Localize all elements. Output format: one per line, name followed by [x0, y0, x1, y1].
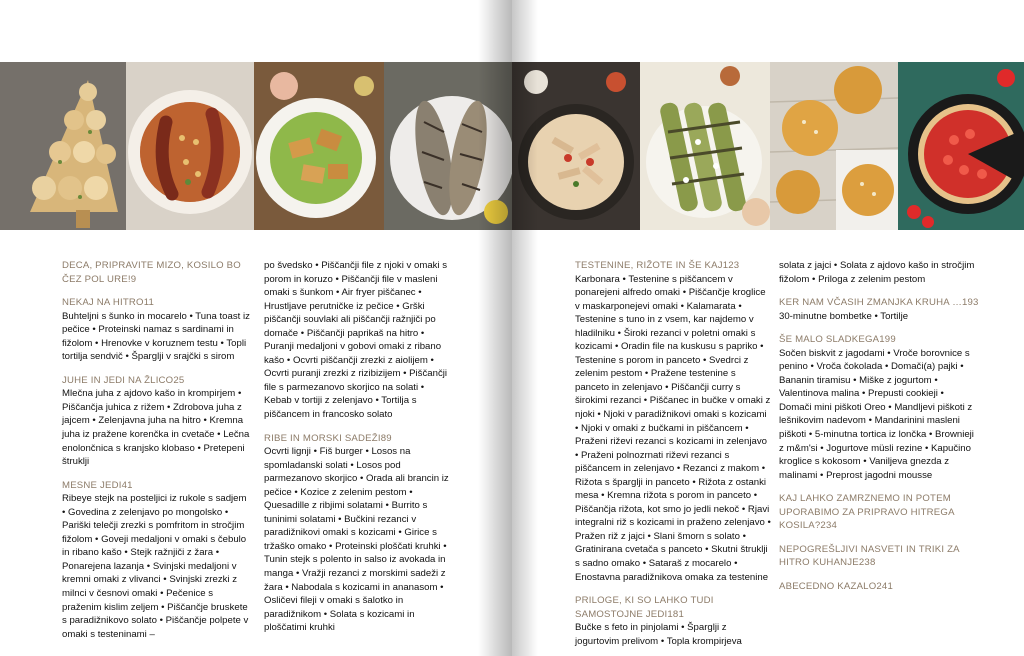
toc-section	[779, 296, 979, 323]
left-photo-strip	[0, 62, 512, 230]
right-column-2	[779, 259, 979, 603]
toc-section	[62, 374, 252, 469]
toc-section	[779, 333, 979, 482]
right-page	[512, 0, 1024, 656]
section-title: ŠE MALO SLADKEGA	[779, 334, 880, 346]
section-items: 30-minutne bombetke • Tortilje	[779, 310, 909, 322]
section-title: JUHE IN JEDI NA ŽLICO	[62, 374, 174, 386]
section-page: 241	[876, 580, 893, 592]
section-page: 199	[879, 334, 896, 346]
chicken-salad-photo	[254, 62, 384, 230]
section-page: 123	[722, 260, 740, 271]
section-page: 238	[858, 557, 876, 569]
section-page: 234	[820, 520, 838, 532]
toc-section	[779, 543, 979, 570]
section-items: Bučke s feto in pinjolami • Šparglji z jogurtovim prelivom • Topla krompirjeva	[575, 622, 742, 647]
section-items: solata z jajci • Solata z ajdovo kašo in stročjim fižolom • Priloga z zelenim pestom	[779, 260, 975, 285]
section-title: TESTENINE, RIŽOTE IN ŠE KAJ	[575, 260, 723, 271]
toc-section	[264, 259, 454, 422]
sausage-stew-photo	[126, 62, 254, 230]
strawberry-tart-photo	[898, 62, 1024, 230]
section-items: Buhteljni s šunko in mocarelo • Tuna toast iz pečice • Proteinski namaz s sardinami in fižolom • Hrenovke v koruznem testu • Topli tortilja sendvič • Šparglji v srajčki s sirom	[62, 310, 250, 363]
section-title: PRILOGE, KI SO LAHKO TUDI SAMOSTOJNE JEDI	[575, 595, 714, 620]
toc-section	[779, 580, 979, 594]
toc-section	[779, 259, 979, 286]
toc-section	[779, 492, 979, 533]
section-items: Karbonara • Testenine s piščancem v ponarejeni alfredo omaki • Piščančje kroglice v maskarponejevi omaki • Kalamarata • Testenine s tuno in z vsem, kar najdemo v hladilniku • Široki rezanci v poletni omaki s kozicami • Oradin file na kuskusu s papriko • Testenine s porom in panceto • Svedrci z zelenim pestom • Pražene testenine s panceto in zelenjavo • Piščančji curry s širokimi rezanci • Piščanec in bučke v omaki z njoki • Njoki v paradižnikovi omaki s kozicami • Njoki v omaki z bučkami in piščancem • Praženi riževi rezanci s kozicami in zelenjavo • Praženi polnozrnati riževi rezanci s piščancem in zelenjavo • Rezanci z makom • Rižota s šparglji in panceto • Rižota z ostanki mesa • Kremna rižota s porom in panceto • Piščančja rižota, kot smo jo jedli nekoč • Rjavi integralni riž s kozicami in praženo zelenjavo • Pražen riž z jajci • Slani šmorn s solato • Gratinirana cvetača s panceto • Skutni štruklji s sadno omako • Sataraš z mocarelo • Enostavna paradižnikova omaka za testenine	[575, 273, 771, 583]
section-page: 41	[121, 479, 133, 491]
toc-section	[62, 296, 252, 364]
toc-section	[575, 594, 771, 648]
left-column-2	[264, 259, 454, 645]
left-gutter-shadow	[478, 0, 512, 656]
section-page: 193	[961, 297, 979, 309]
section-items: po švedsko • Piščančji file z njoki v omaki s porom in koruzo • Piščančji file v masleni omaki s šunkom • Air fryer piščanec • Hrustljave perutničke iz pečice • Grški piščančji souvlaki ali piščančji ražnjiči po domače • Piščančji paprikaš na hitro • Puranji medaljoni v gobovi omaki z ribano kašo • Ocvrti piščančji zrezki z aiolijem • Ocvrti puranji zrezki z rizibizijem • Piščančji file s parmezanovo skorjico na solati • Kebab v tortiji z zelenjavo • Tortilja s piščancem in francosko solato	[264, 260, 448, 421]
section-title: DECA, PRIPRAVITE MIZO, KOSILO BO ČEZ POL URE!	[62, 260, 241, 285]
right-gutter-shadow	[512, 0, 538, 656]
section-title: KER NAM VČASIH ZMANJKA KRUHA …	[779, 297, 962, 309]
toc-section	[264, 432, 454, 635]
grilled-zucchini-photo	[640, 62, 770, 230]
toc-section	[62, 479, 252, 642]
section-title: NEKAJ NA HITRO	[62, 297, 144, 309]
section-title: NEPOGREŠLJIVI NASVETI IN TRIKI ZA HITRO KUHANJE	[779, 543, 960, 569]
section-page: 11	[143, 297, 155, 309]
section-page: 89	[380, 432, 392, 444]
section-items: Ocvrti lignji • Fiš burger • Losos na spomladanski solati • Losos pod parmezanovo skorjico • Orada ali brancin iz pečice • Kozice z zelenim pestom • Quesadille z ribjimi solatami • Burrito s tuninimi solatami • Bučkini rezanci v paradižnikovi omaki s kozicami • Girice s tržaško omako • Proteinski ploščati kruhki • Tunin stejk s polento in salso iz avokada in manga • Vražji rezanci z morskimi sadeži z žara • Nabodala s kozicami in ananasom • Osličevi fileji v omaki s šalotko in paradižnikom • Solata s kozicami in ploščatimi kruhki	[264, 446, 449, 634]
section-items: Mlečna juha z ajdovo kašo in krompirjem • Piščančja juhica z rižem • Zdrobova juha z jajcem • Zelenjavna juha na hitro • Kremna juha iz pražene korenčka in cvetače • Lečna enolončnica s kranjsko klobaso • Pretepeni štruklji	[62, 388, 250, 468]
section-page: 181	[667, 608, 684, 620]
right-column-1	[575, 259, 771, 656]
section-title: ABECEDNO KAZALO	[779, 580, 877, 592]
section-title: MESNE JEDI	[62, 479, 122, 491]
right-photo-strip	[512, 62, 1024, 230]
toc-section	[62, 259, 252, 286]
section-title: KAJ LAHKO ZAMRZNEMO IN POTEM UPORABIMO ZA PRIPRAVO HITREGA KOSILA?	[779, 493, 955, 532]
bread-tree-photo	[0, 62, 126, 230]
section-page: 9	[130, 273, 137, 285]
toc-section	[575, 259, 771, 584]
section-items: Sočen biskvit z jagodami • Vroče borovnice s penino • Vroča čokolada • Domači(a) pajki • Bananin tiramisu • Miške z jogurtom • Valentinova malina • Prepusti cookieji • Domači mini piškoti Oreo • Mandljevi piškoti z lešnikovim nadevom • Mandarinini masleni piškoti • 5-minutna tortica iz lončka • Brownieji z m&m'si • Jogurtove müsli rezine • Kapučino kroglice s kokosom • Vaniljeva gnezda z malinami • Preprost jagodni mousse	[779, 347, 974, 481]
section-title: RIBE IN MORSKI SADEŽI	[264, 432, 381, 444]
section-items: Ribeye stejk na posteljici iz rukole s sadjem • Govedina z zelenjavo po mongolsko • Pariški telečji zrezki s pomfritom in stročjim fižolom • Goveji medaljoni v omaki s čebulo in ribano kašo • Stejk ražnjiči z žara • Ponarejena lazanja • Svinjski medaljoni v kremni omaki z vlivanci • Svinjski zrezki z milnci v česnovi omaki • Pečenice s praženim kislim zeljem • Piščančje bruskete s paradižnikovo solato • Piščančje polpete v omaki s testeninami –	[62, 493, 249, 640]
section-page: 25	[173, 374, 185, 386]
left-column-1	[62, 259, 252, 651]
burger-buns-photo	[770, 62, 898, 230]
